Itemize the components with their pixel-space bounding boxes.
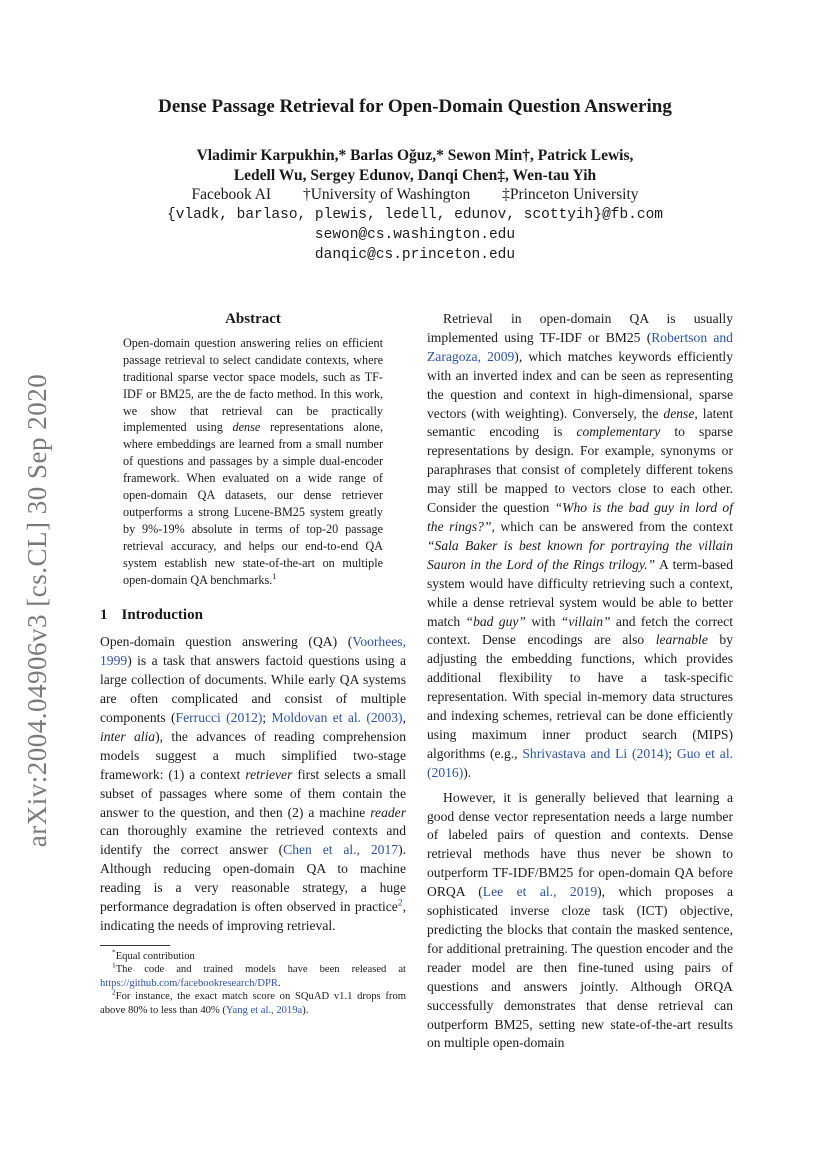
text-run: , latent semantic encoding is [427,405,733,440]
text-run: ), which matches keywords efficiently with an inverted index and can be seen as representing the question and context in high-dimensional, sparse vectors (with weighting). Conversely, the [427,348,734,421]
text-run: ) is a task that answers factoid questions using a large collection of documents. While early QA systems are often complicated and consist of multiple components ( [100,653,406,726]
affiliations [100,185,730,205]
abstract-emphasis: dense [232,420,261,435]
text-run: , which can be answered from the context [491,518,733,534]
emphasis: dense [663,405,695,421]
citation-link[interactable]: Yang et al., 2019a [225,1004,303,1016]
affiliation-uw: †University of Washington [302,186,471,203]
citation-link[interactable]: Moldovan et al. (2003) [271,710,403,726]
abstract-heading: Abstract [225,311,281,327]
citation-link[interactable]: Chen et al., 2017 [283,842,399,858]
citation-link[interactable]: Ferrucci (2012) [175,710,263,726]
right-column [427,310,733,1053]
text-run: , [402,710,406,726]
footnote-rule [100,945,170,946]
emphasis: learnable [655,632,708,648]
text-run: Retrieval in open-domain QA is usually implemented using TF-IDF or BM25 ( [427,311,733,345]
text-run: , indicating the needs of improving retrieval. [100,899,406,933]
text-run: Open-domain question answering (QA) ( [100,634,353,650]
text-run: ), which proposes a sophisticated inverse cloze task (ICT) objective, predicting the blocks that contain the masked sentence, for additional pretraining. The question encoder and the reader model are then fine-tuned using pairs of questions and answers jointly. Although ORQA successfully demonstrates that dense retrieval can outperform BM25, setting new state-of-the-art results on multiple open-domain [427,884,734,1051]
text-run: ). [463,764,472,780]
citation-link[interactable]: Shrivastava and Li (2014) [522,745,669,761]
intro-paragraph [100,633,406,936]
body-paragraph-1 [427,310,733,783]
footnote-1 [100,960,406,990]
citation-link[interactable]: Guo et al. (2016) [427,745,733,780]
text-run: ; [262,710,272,726]
text-run: can thoroughly examine the retrieved contexts and identify the correct answer ( [100,823,406,858]
author-list [100,146,730,186]
author-line-1: Vladimir Karpukhin,* Barlas Oğuz,* Sewon Min†, Patrick Lewis, [196,147,634,164]
footnote-text: Equal contribution [115,950,195,962]
arxiv-stamp: arXiv:2004.04906v3 [cs.CL] 30 Sep 2020 [22,373,53,847]
emphasis: reader [370,804,406,820]
affiliation-facebook: Facebook AI [191,186,272,203]
emphasis: retriever [245,766,293,782]
paper-title: Dense Passage Retrieval for Open-Domain Question Answering [158,96,672,117]
footnote-mark: 2 [112,987,116,997]
text-run: to sparse representations by design. For example, synonyms or paraphrases that consist of completely different tokens may still be mapped to vectors close to each other. Consider the question [427,424,733,516]
github-link[interactable]: https://github.com/facebookresearch/DPR [100,977,278,989]
footnote-2 [100,987,406,1017]
text-run: However, it is generally believed that learning a good dense vector representation needs a large number of labeled pairs of question and contexts. Dense retrieval methods have thus never be shown to outperform TF-IDF/BM25 for open-domain QA before ORQA ( [427,789,733,900]
abstract-text [123,335,383,589]
emphasis: “Who is the bad guy in lord of the rings?” [427,500,734,534]
footnote-ref[interactable]: 2 [397,898,403,909]
text-run: ). Although reducing open-domain QA to machine reading is a very reasonable strategy, a huge performance degradation is often observed in practice [100,842,406,915]
email-block [100,205,730,265]
citation-link[interactable]: Robertson and Zaragoza, 2009 [427,329,733,364]
text-run: with [525,613,561,629]
text-run: and fetch the correct context. Dense encodings are also [427,613,733,648]
footnote-text: For instance, the exact match score on SQuAD v1.1 drops from above 80% to less than 40% ( [100,991,406,1016]
arxiv-stamp-container [14,360,62,860]
citation-link[interactable]: Lee et al., 2019 [482,884,598,900]
footnote-mark: 1 [112,960,116,970]
text-run: first selects a small subset of passages where some of them contain the answer to the question, and then (2) a machine [100,766,406,820]
text-run: by adjusting the embedding functions, which provides additional flexibility to have a task-specific representation. With special in-memory data structures and indexing schemes, retrieval can be done efficiently using maximum inner product search (MIPS) algorithms (e.g., [427,632,734,761]
text-run: ), the advances of reading comprehension models suggest a much simplified two-stage framework: (1) a context [100,728,406,782]
email-line-2: sewon@cs.washington.edu [314,227,516,243]
footnote-0 [100,947,406,963]
emphasis: “villain” [560,613,611,629]
email-line-1: {vladk, barlaso, plewis, ledell, edunov, scottyih}@fb.com [167,207,663,223]
citation-link[interactable]: Voorhees, 1999 [100,634,406,669]
section-number: 1 [100,606,108,623]
footnote-ref[interactable]: 1 [272,570,277,581]
section-heading-introduction [100,606,406,625]
footnotes [100,947,406,1017]
left-column [100,310,406,1017]
emphasis: inter alia [100,728,156,744]
abstract-part: Open-domain question answering relies on efficient passage retrieval to select candidate contexts, where traditional sparse vector space models, such as TF-IDF or BM25, are the de facto method. In this work, we show that retrieval can be practically implemented using [123,335,383,435]
email-line-3: danqic@cs.princeton.edu [314,247,516,263]
text-run: ; [668,745,677,761]
footnote-mark: * [112,947,116,957]
body-paragraph-2 [427,789,733,1054]
footnote-text: ). [302,1004,309,1016]
author-line-2: Ledell Wu, Sergey Edunov, Danqi Chen‡, Wen-tau Yih [233,167,597,184]
footnote-text: The code and trained models have been released at [115,964,406,976]
emphasis: “Sala Baker is best known for portraying the villain Sauron in the Lord of the Rings trilogy.” [427,537,733,572]
section-title: Introduction [121,606,203,623]
footnote-text: . [278,977,281,989]
abstract-part: representations alone, where embeddings are learned from a small number of questions and passages by a simple dual-encoder framework. When evaluated on a wide range of open-domain QA datasets, our dense retriever outperforms a strong Lucene-BM25 system greatly by 9%-19% absolute in terms of top-20 passage retrieval accuracy, and helps our end-to-end QA system establish new state-of-the-art on multiple open-domain QA benchmarks. [123,420,383,587]
affiliation-princeton: ‡Princeton University [502,186,639,203]
emphasis: complementary [576,424,661,440]
text-run: A term-based system would have difficulty retrieving such a context, while a dense retrieval system would be able to better match [427,556,733,629]
emphasis: “bad guy” [465,613,526,629]
